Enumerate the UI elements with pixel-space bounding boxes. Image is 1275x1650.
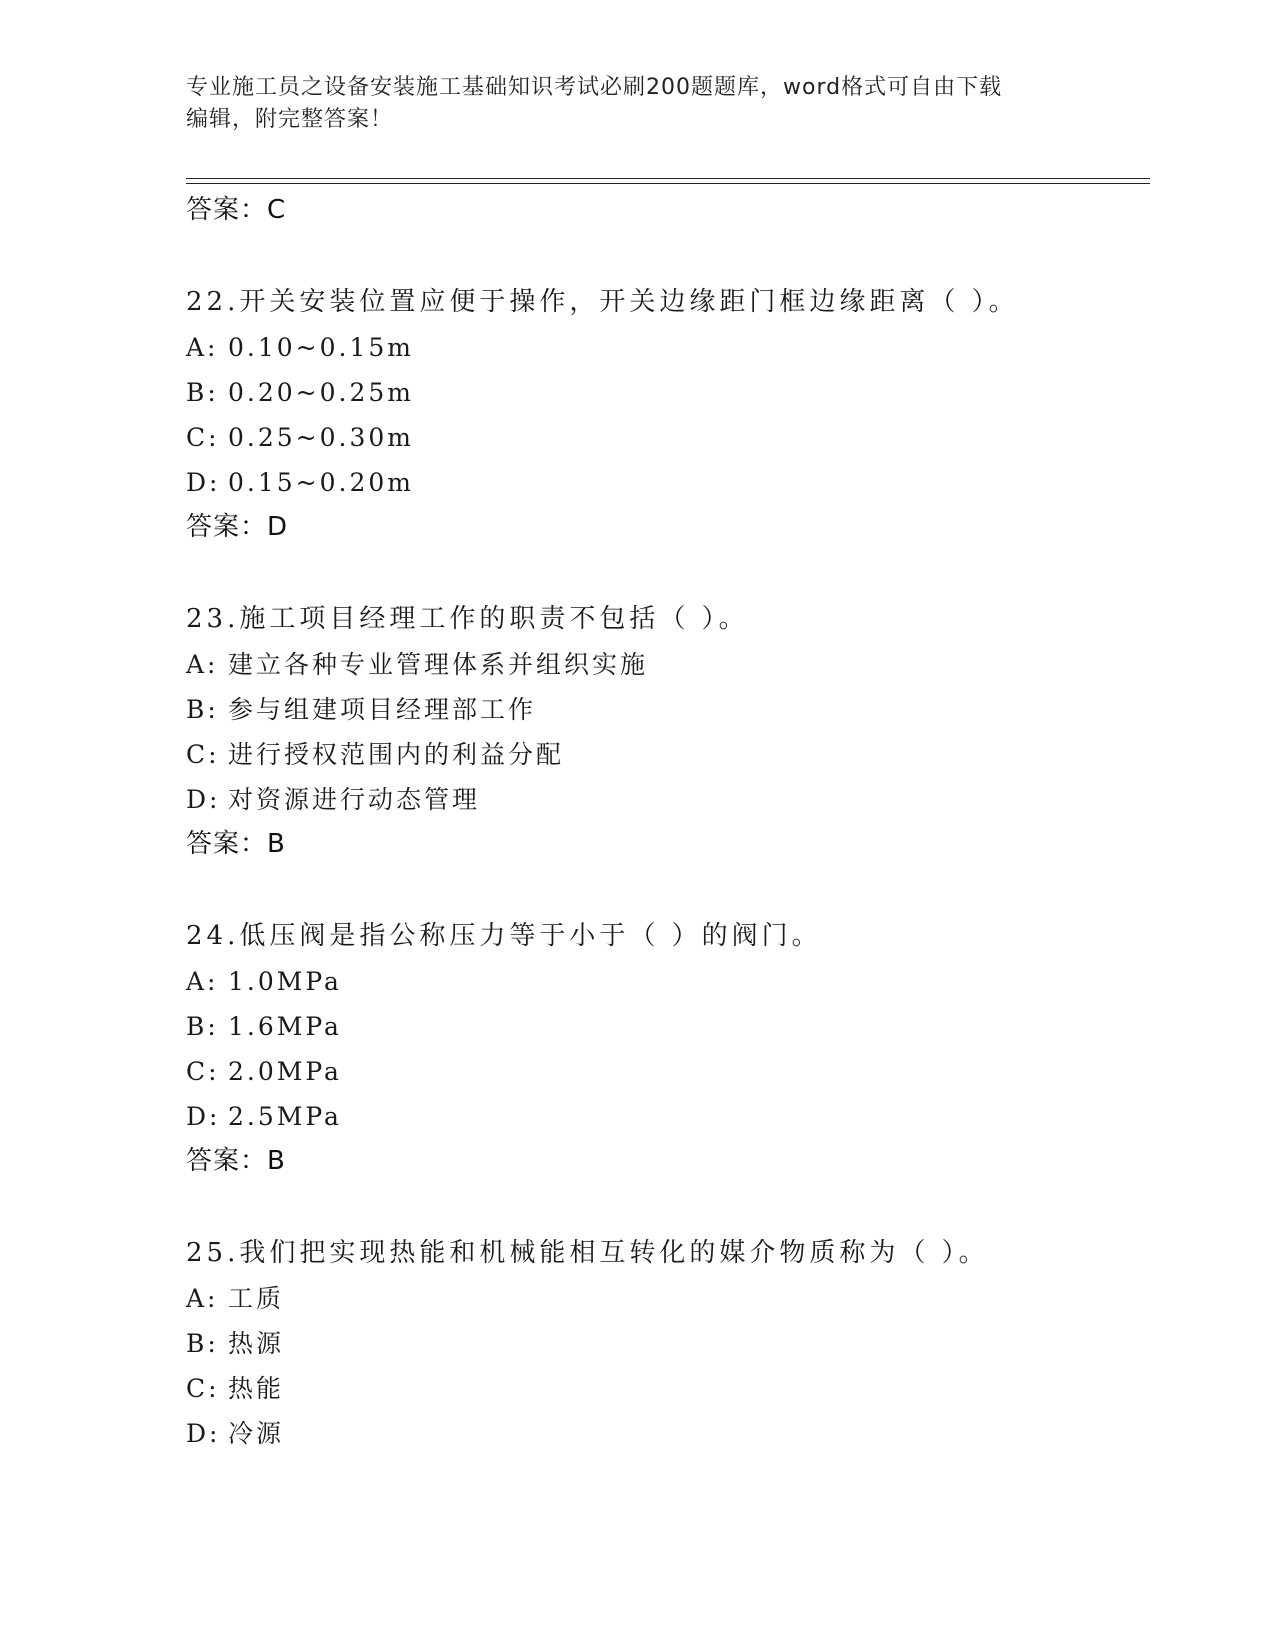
option-key: D: [186, 785, 221, 814]
option-text: 0.25~0.30m [228, 423, 414, 452]
option-key: C: [186, 1374, 220, 1403]
option-key: B: [186, 695, 219, 724]
option-d [186, 777, 1150, 822]
option-key: A: [186, 333, 219, 362]
option-key: B: [186, 1012, 219, 1041]
option-text: 工质 [228, 1284, 285, 1313]
option-b [186, 1004, 1150, 1049]
option-c [186, 415, 1150, 460]
option-key: A: [186, 1284, 219, 1313]
document-header [186, 72, 1086, 136]
option-text: 热源 [228, 1329, 285, 1358]
question-text: 25.我们把实现热能和机械能相互转化的媒介物质称为（ ）。 [186, 1238, 989, 1268]
header-line-1: 专业施工员之设备安装施工基础知识考试必刷200题题库，word格式可自由下载 [186, 75, 1003, 100]
option-d [186, 1411, 1150, 1456]
option-text: 进行授权范围内的利益分配 [228, 740, 565, 769]
option-text: 2.0MPa [228, 1057, 342, 1086]
option-c [186, 1366, 1150, 1411]
option-c [186, 1049, 1150, 1094]
option-text: 1.6MPa [228, 1012, 342, 1041]
option-key: D: [186, 1419, 221, 1448]
header-rule-bottom [186, 183, 1150, 184]
option-text: 参与组建项目经理部工作 [228, 695, 537, 724]
option-text: 建立各种专业管理体系并组织实施 [228, 650, 649, 679]
option-a [186, 642, 1150, 687]
option-key: A: [186, 967, 219, 996]
question-block [186, 596, 1150, 867]
option-d [186, 460, 1150, 505]
option-text: 0.20~0.25m [228, 378, 414, 407]
option-text: 0.15~0.20m [228, 468, 414, 497]
header-rule-top [186, 178, 1150, 179]
option-text: 0.10~0.15m [228, 333, 414, 362]
answer-line: 答案：B [186, 829, 286, 859]
header-line-2: 编辑，附完整答案！ [186, 107, 394, 132]
option-text: 2.5MPa [228, 1102, 342, 1131]
option-text: 冷源 [228, 1419, 285, 1448]
option-key: D: [186, 468, 221, 497]
option-text: 热能 [228, 1374, 285, 1403]
option-key: C: [186, 740, 220, 769]
option-c [186, 732, 1150, 777]
option-a [186, 325, 1150, 370]
previous-answer: 答案：C [186, 195, 287, 225]
option-key: B: [186, 378, 219, 407]
option-b [186, 1321, 1150, 1366]
question-list [186, 188, 1150, 1456]
option-b [186, 370, 1150, 415]
question-text: 22.开关安装位置应便于操作，开关边缘距门框边缘距离（ ）。 [186, 287, 1019, 317]
answer-line: 答案：B [186, 1146, 286, 1176]
option-key: C: [186, 1057, 220, 1086]
option-text: 1.0MPa [228, 967, 342, 996]
question-block [186, 913, 1150, 1184]
option-a [186, 959, 1150, 1004]
option-key: A: [186, 650, 219, 679]
option-d [186, 1094, 1150, 1139]
question-block [186, 279, 1150, 550]
option-a [186, 1276, 1150, 1321]
option-b [186, 687, 1150, 732]
option-key: D: [186, 1102, 221, 1131]
question-text: 23.施工项目经理工作的职责不包括（ ）。 [186, 604, 749, 634]
answer-line: 答案：D [186, 512, 289, 542]
question-text: 24.低压阀是指公称压力等于小于（ ）的阀门。 [186, 921, 822, 951]
question-block [186, 1230, 1150, 1456]
option-key: B: [186, 1329, 219, 1358]
option-text: 对资源进行动态管理 [228, 785, 481, 814]
option-key: C: [186, 423, 220, 452]
